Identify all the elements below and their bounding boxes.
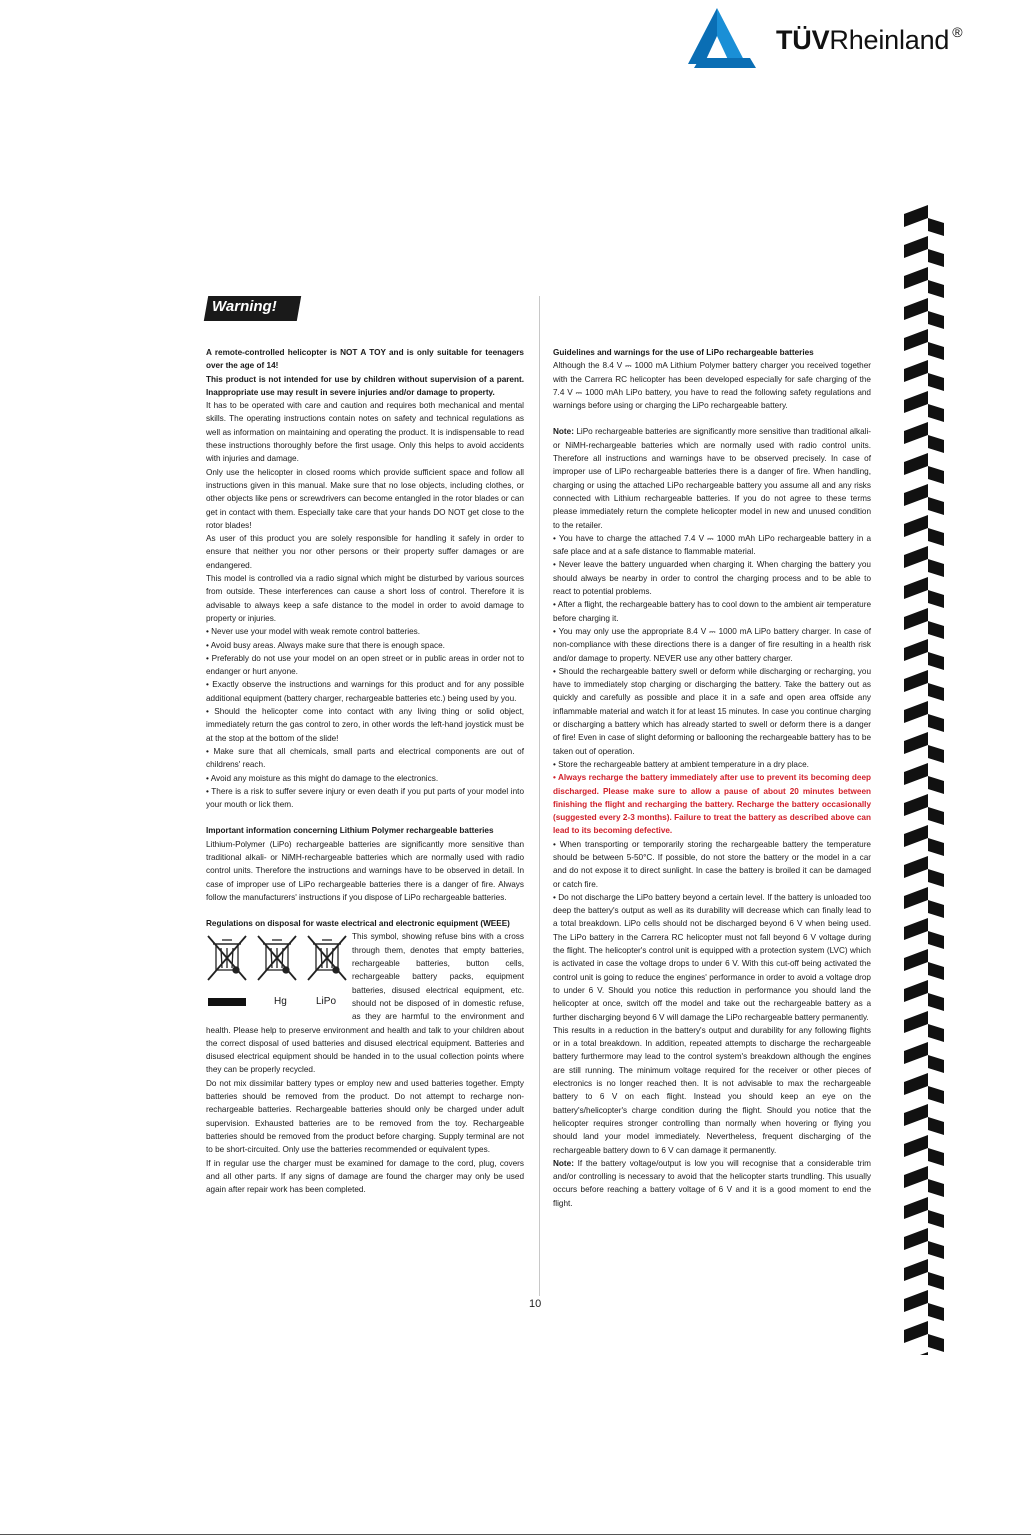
warning-banner-label: Warning! [212,298,277,315]
list-item: • Never use your model with weak remote control batteries. [206,627,421,637]
paragraph: This results in a reduction in the battery's output and durability for any following flights or in a total breakdown. In addition, repeated attempts to discharge the rechargeable battery furthermore may lead to the control system's breakdown although the engines are still running. The minimum voltage required for the receiver or other pieces of electronics is no longer reached then. It is not advisable to max the rechargeable battery to 6 V on each flight. Instead you should keep an eye on the battery's/helicopter's charge condition during the flight. Should you notice that the helicopter requires stronger controlling than normally when hovering or flying you should land your model immediately. Nevertheless, frequent discharging of the rechargeable battery down to 6 V can damage it permanently. [553,1025,871,1155]
lipo-heading: Important information concerning Lithium Polymer rechargeable batteries [206,826,494,836]
logo-text: TÜVRheinland ® [776,24,963,55]
note-label: Note: [553,427,574,437]
list-item: • There is a risk to suffer severe injury or even death if you put parts of your model into your mouth or lick them. [206,786,524,810]
list-item: • You may only use the appropriate 8.4 V ⎓ 1000 mA LiPo battery charger. In case of non-compliance with these directions there is a danger of fire resulting in a health risk and/or damage to property. NEVER use any other battery charger. [553,626,871,663]
weee-label-hg: Hg [274,996,287,1008]
list-item: • Make sure that all chemicals, small parts and electrical components are out of childrens' reach. [206,746,524,770]
paragraph: Do not mix dissimilar battery types or employ new and used batteries together. Empty batteries should be removed from the product. Do not attempt to recharge non-rechargeable batteries. Rechargeable batteries should only be charged under adult supervision. Exhausted batteries are to be removed from the toy. Rechargeable batteries should be removed from the product before charging. Supply terminal are not to be short-circuited. Only use the batteries recommended or equivalent types. [206,1078,524,1155]
list-item: • Preferably do not use your model on an open street or in public areas in order not to endanger or hurt anyone. [206,653,524,677]
note-text: If the battery voltage/output is low you will recognise that a considerable trim and/or controlling is necessary to avoid that the helicopter starts trundling. This usually occurs before reaching a battery voltage of 6 V and it is a good moment to end the flight. [553,1158,871,1208]
red-warning-item: • Always recharge the battery immediately after use to prevent its becoming deep discharged. Please make sure to allow a pause of about 20 minutes between finishing the flight and recharging the battery. Recharge the battery occasionally (suggested every 2-3 months). Failure to treat the battery as described above can lead to its becoming defective. [553,773,871,836]
weee-label-lipo: LiPo [316,996,337,1008]
list-item: • Should the helicopter come into contact with any living thing or solid object, immediately return the gas control to zero, in other words the left-hand joystick must be at the stop at the bottom of the slide! [206,707,524,743]
right-column [553,346,871,1210]
weee-icon-float [206,932,348,1012]
list-item: • Exactly observe the instructions and warnings for this product and for any possible additional equipment (battery charger, rechargeable batteries etc.) being used by you. [206,680,524,703]
list-item: • You have to charge the attached 7.4 V ⎓ 1000 mAh LiPo rechargeable battery in a safe place and at a safe distance to flammable material. [553,533,871,557]
paragraph: If in regular use the charger must be examined for damage to the cord, plug, covers and all other parts. If any signs of damage are found the charger may only be used again after repair work has been completed. [206,1158,524,1195]
tuv-triangle-icon [684,6,768,70]
list-item: • Do not discharge the LiPo battery beyond a certain level. If the battery is unloaded too deep the battery's output as well as its durability will decrease which can finally lead to a total breakdown. LiPo cells should not be discharged beyond 6 V when being used. The LiPo battery in the Carrera RC helicopter must not fall beyond 6 V voltage during the flight. The helicopter's control unit is equipped with a protection system (LVC) which is activated in case the voltage drops to under 6 V. With this cut-off being activated the control unit is going to reduce the engines' performance in order to avoid a voltage drop to under 6 V. Should you notice this reduction in performance you should land the helicopter at once, switch off the model and take out the rechargeable battery as a further discharging beyond 6 V will damage the LiPo rechargeable battery permanently. [553,892,871,1022]
paragraph: This model is controlled via a radio signal which might be disturbed by various sources from outside. These interferences can cause a short loss of control. Therefore it is advisable to always keep a safe distance to the model in order to avoid damage to property or injuries. [206,574,524,623]
column-divider [539,296,540,1296]
paragraph: Although the 8.4 V ⎓ 1000 mA Lithium Polymer battery charger you received together with the Carrera RC helicopter has been developed especially for safe charging of the 7.4 V ⎓ 1000 mAh LiPo battery, you have to read the following safety regulations and warnings before using or charging the LiPo rechargeable battery. [553,361,871,411]
note-paragraph [553,1157,871,1210]
list-item: • When transporting or temporarily storing the rechargeable battery the temperature should be between 5-50°C. If possible, do not store the battery or the model in a car and do not expose it to direct sunlight. In case the battery is broiled it can be damaged or catch fire. [553,839,871,889]
footer-line [0,1534,1031,1535]
list-item: • Should the rechargeable battery swell or deform while discharging or recharging, you have to immediately stop charging or discharging the battery. Take the battery out as quickly and carefully as possible and place it in a safe and open area offside any inflammable material and watch it for at least 15 minutes. In case you continue charging or discharging a battery which has already started to swell or deform there is a danger of fire! Even in case of slight deforming or ballooning the rechargeable battery has to be taken out of operation. [553,666,871,756]
list-item: • Store the rechargeable battery at ambient temperature in a dry place. [553,759,809,769]
lipo-guidelines-heading: Guidelines and warnings for the use of LiPo rechargeable batteries [553,348,814,357]
paragraph: As user of this product you are solely responsible for handling it safely in order to ensure that neither you nor other persons or their property suffer damages or are endangered. [206,534,524,570]
note-text: LiPo rechargeable batteries are significantly more sensitive than traditional alkali- or NiMH-rechargeable batteries which are normally used with radio control units. Therefore all instructions and warnings have to be observed precisely. In case of improper use of LiPo rechargeable batteries there is a danger of fire. When handling, charging or using the attached LiPo rechargeable battery you assume all and any risks connected with Lithium rechargeable batteries. If you do not agree to these terms please immediately return the complete helicopter model in new and unused condition to the retailer. [553,427,871,530]
intro-bold-2: This product is not intended for use by children without supervision of a parent. Inappropriate use may result in severe injuries and/or damage to property. [206,374,524,397]
note-label: Note: [553,1158,574,1168]
paragraph: Lithium-Polymer (LiPo) rechargeable batteries are significantly more sensitive than traditional alkali- or NiMH-rechargeable batteries which are normally used with radio control units. Therefore the instructions and warnings have to be observed in detail. In case of improper use of LiPo rechargeable batteries there is a danger of fire. Always follow the manufacturers' instructions if you dispose of LiPo rechargeable batteries. [206,839,524,902]
list-item: • Avoid any moisture as this might do damage to the electronics. [206,773,439,783]
list-item: • Never leave the battery unguarded when charging it. When charging the battery you should always be nearby in order to control the charging process and to be able to react to potential problems. [553,560,871,597]
paragraph: Only use the helicopter in closed rooms which provide sufficient space and follow all instructions given in this manual. Make sure that no lose objects, including clothes, or other objects like pens or screwdrivers can become entangled in the rotor blades or can get in contact with them. Especially take care that your hands DO NOT get close to the rotor blades! [206,467,524,530]
weee-black-bar [208,998,246,1006]
intro-bold-1: A remote-controlled helicopter is NOT A TOY and is only suitable for teenagers over the age of 14! [206,348,524,371]
note-paragraph [553,425,871,531]
paragraph: It has to be operated with care and caution and requires both mechanical and mental skills. The operating instructions contain notes on safety and technical regulations as well as information on maintaining and operating the product. It is indispensable to read these instructions thoroughly before the first usage. Only this helps to avoid accidents with injuries and damage. [206,401,524,464]
weee-paragraph: This symbol, showing refuse bins with a cross through them, denotes that empty batteries, rechargeable batteries, button cells, rechargeable battery packs, equipment batteries, disused electrical equipment, etc. should not be disposed of in domestic refuse, as they are harmful to the environment and health. Please help to preserve environment and health and talk to your children about the correct disposal of used batteries and disused electrical equipment. Batteries and disused electrical equipment should be handed in to the usual collection points where they can be properly recycled. [206,932,524,1075]
list-item: • After a flight, the rechargeable battery has to cool down to the ambient air temperature before charging it. [553,600,871,623]
page-number: 10 [529,1298,542,1310]
weee-heading: Regulations on disposal for waste electrical and electronic equipment (WEEE) [206,919,510,929]
decorative-stripe-border [904,205,944,1355]
left-column [206,346,524,1196]
list-item: • Avoid busy areas. Always make sure that there is enough space. [206,640,445,650]
